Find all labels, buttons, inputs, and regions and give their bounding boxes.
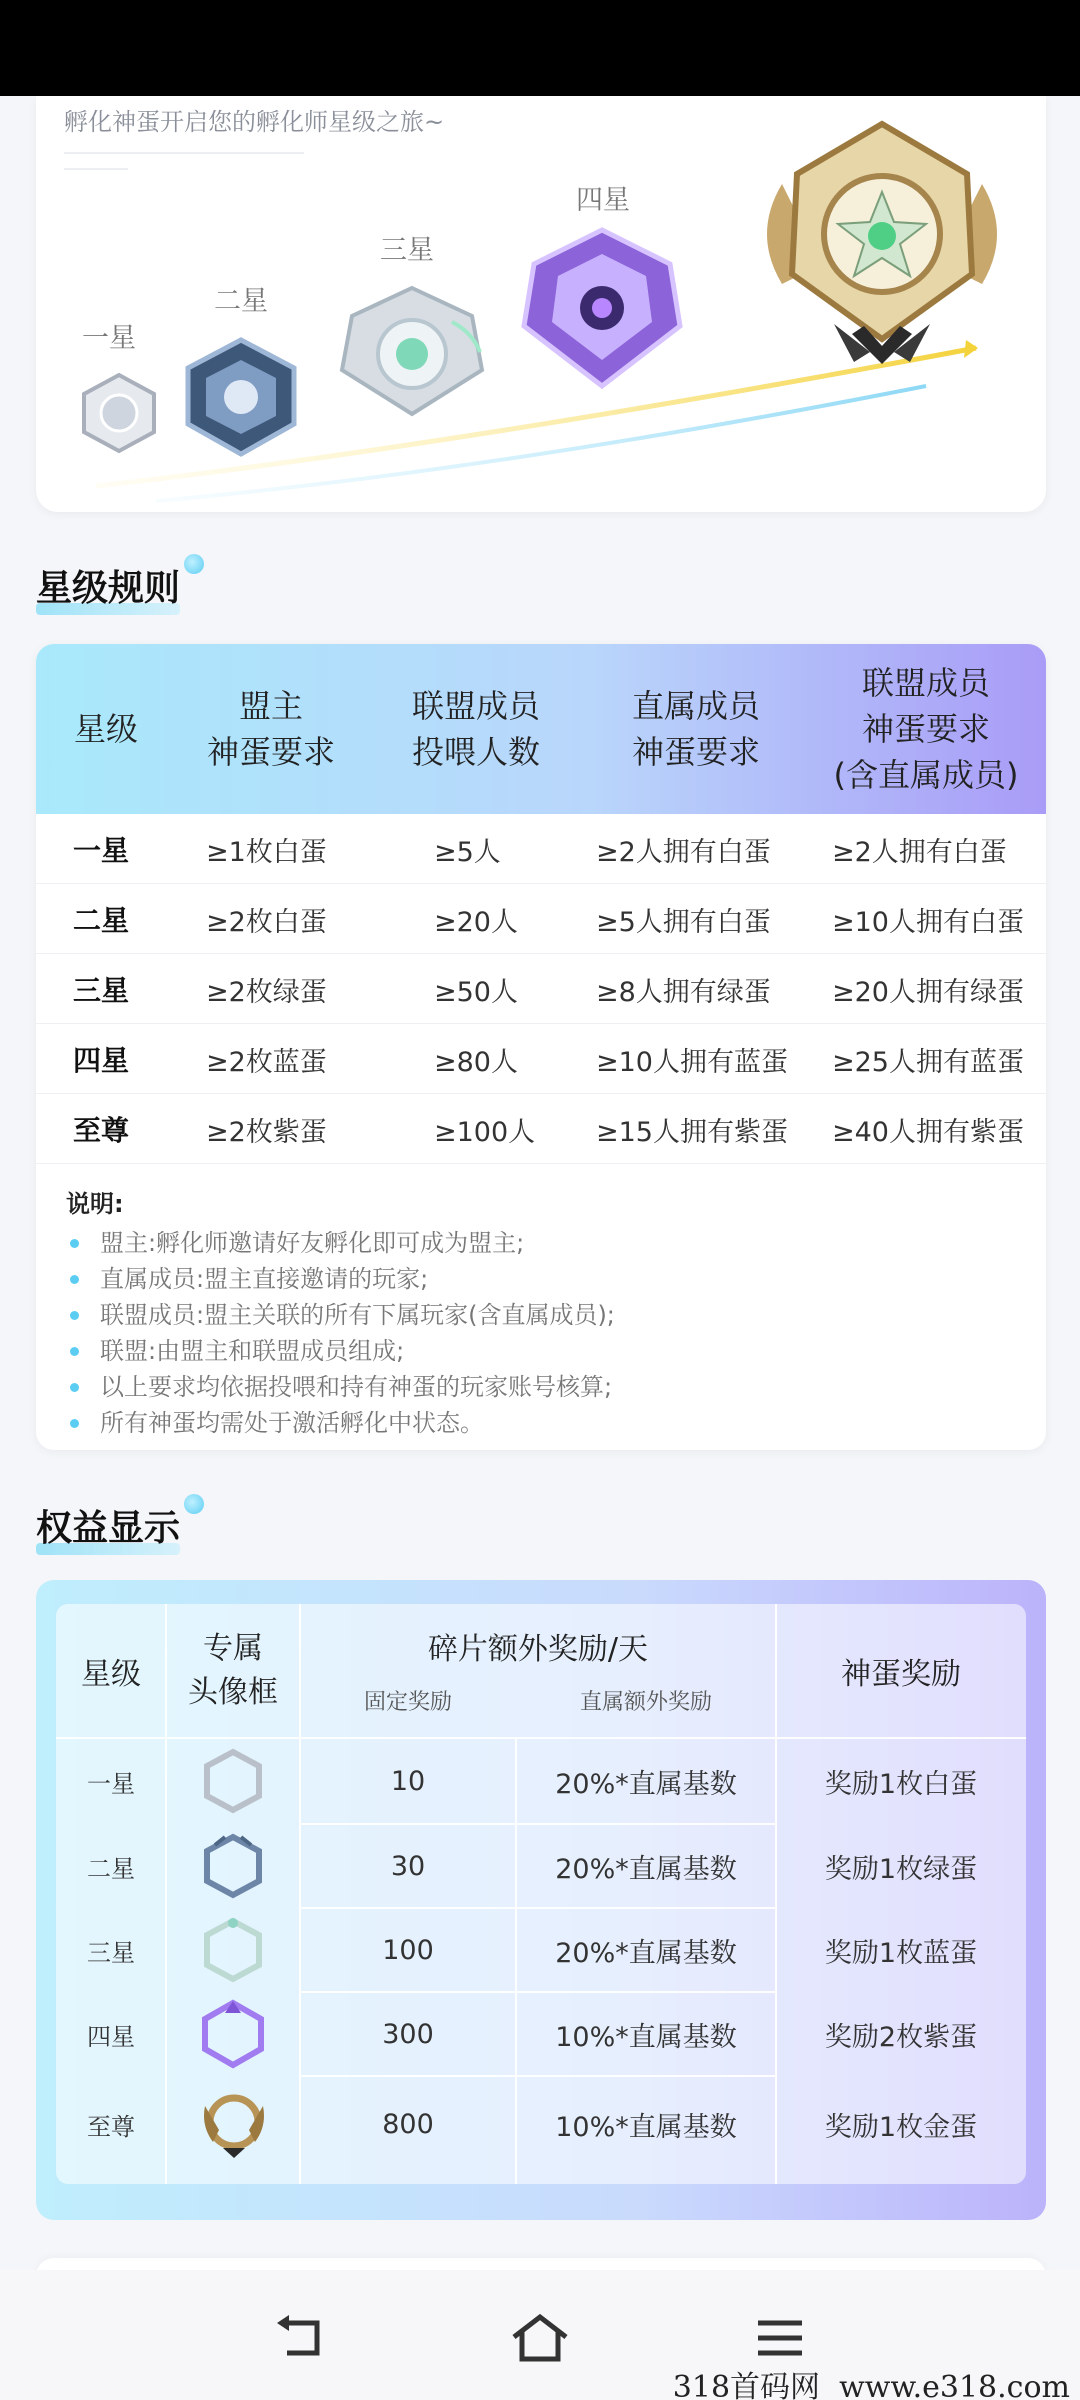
- benefits-header-extra: 直属额外奖励: [579, 1689, 712, 1715]
- title-dot-icon: [184, 554, 204, 574]
- row-direct: ≥15人拥有紫蛋: [596, 1116, 788, 1148]
- header-alliance-requirement: 联盟成员 神蛋要求 (含直属成员): [833, 664, 1019, 794]
- benefits-header-shards: 碎片额外奖励/天: [427, 1632, 649, 1667]
- note-text: 联盟成员:盟主关联的所有下属玩家(含直属成员);: [100, 1301, 615, 1329]
- row-leader: ≥2枚紫蛋: [206, 1116, 327, 1148]
- level-label-4: 四星: [576, 185, 630, 216]
- two-star-avatar-frame-icon: [201, 1833, 265, 1899]
- notes-title: 说明:: [66, 1190, 124, 1218]
- bullet-icon: [70, 1275, 79, 1284]
- note-item: [66, 1225, 1026, 1261]
- table-row: [36, 954, 1046, 1024]
- rules-table-header: [36, 644, 1046, 814]
- benefit-level: 一星: [87, 1769, 135, 1798]
- bullet-icon: [70, 1419, 79, 1428]
- benefit-level: 二星: [87, 1854, 135, 1883]
- benefits-header-frame: 专属 头像框: [188, 1631, 278, 1710]
- two-star-badge-icon: [176, 336, 306, 460]
- rules-section-title: [36, 560, 180, 611]
- bullet-icon: [70, 1311, 79, 1320]
- row-level: 二星: [72, 904, 129, 937]
- row-level: 三星: [72, 974, 129, 1007]
- note-item: [66, 1297, 1026, 1333]
- benefit-extra: 10%*直属基数: [555, 2111, 737, 2143]
- note-item: [66, 1405, 1026, 1441]
- hero-card: [36, 96, 1046, 512]
- header-level: 星级: [73, 710, 138, 748]
- table-row: [36, 814, 1046, 884]
- note-item: [66, 1261, 1026, 1297]
- table-row: [36, 1024, 1046, 1094]
- row-feeders: ≥100人: [434, 1116, 536, 1148]
- row-alliance: ≥2人拥有白蛋: [832, 836, 1007, 868]
- benefit-fixed: 10: [390, 1765, 426, 1797]
- four-star-avatar-frame-icon: [199, 1999, 267, 2069]
- benefit-fixed: 100: [382, 1934, 434, 1966]
- row-feeders: ≥20人: [434, 906, 518, 938]
- menu-button[interactable]: [745, 2308, 815, 2368]
- benefit-fixed: 800: [382, 2108, 434, 2140]
- note-text: 以上要求均依据投喂和持有神蛋的玩家账号核算;: [100, 1373, 613, 1401]
- supreme-avatar-frame-icon: [199, 2086, 269, 2160]
- level-label-3: 三星: [380, 235, 434, 266]
- benefit-fixed: 30: [390, 1850, 426, 1882]
- row-leader: ≥2枚白蛋: [206, 906, 327, 938]
- benefits-table-inner: [56, 1604, 1026, 2184]
- watermark: 318首码网 www.e318.com: [672, 2370, 1070, 2400]
- benefit-egg: 奖励1枚绿蛋: [824, 1853, 978, 1885]
- table-row: [36, 1094, 1046, 1164]
- benefit-extra: 20%*直属基数: [555, 1768, 737, 1800]
- benefit-egg: 奖励1枚金蛋: [824, 2111, 978, 2143]
- header-leader-requirement: 盟主 神蛋要求: [206, 687, 335, 771]
- rules-title-text: 星级规则: [36, 568, 181, 609]
- benefit-level: 四星: [87, 2022, 135, 2051]
- row-feeders: ≥50人: [434, 976, 518, 1008]
- benefit-extra: 10%*直属基数: [555, 2021, 737, 2053]
- benefits-header-level: 星级: [81, 1657, 141, 1692]
- row-level: 至尊: [72, 1114, 129, 1147]
- supreme-badge-icon: [742, 114, 1022, 384]
- note-text: 联盟:由盟主和联盟成员组成;: [100, 1337, 405, 1365]
- home-icon: [510, 2313, 570, 2363]
- row-leader: ≥2枚蓝蛋: [206, 1046, 327, 1078]
- row-leader: ≥2枚绿蛋: [206, 976, 327, 1008]
- menu-icon: [754, 2315, 806, 2361]
- benefit-level: 三星: [87, 1938, 135, 1967]
- note-text: 所有神蛋均需处于激活孵化中状态。: [100, 1409, 484, 1437]
- row-level: 四星: [72, 1044, 129, 1077]
- back-icon: [273, 2315, 329, 2361]
- one-star-badge-icon: [78, 372, 160, 454]
- home-button[interactable]: [505, 2308, 575, 2368]
- bullet-icon: [70, 1239, 79, 1248]
- benefits-section-title: [36, 1500, 180, 1551]
- row-direct: ≥8人拥有绿蛋: [596, 976, 771, 1008]
- row-alliance: ≥20人拥有绿蛋: [832, 976, 1024, 1008]
- benefits-header-fixed: 固定奖励: [363, 1689, 452, 1715]
- benefit-fixed: 300: [382, 2018, 434, 2050]
- benefits-table: [36, 1580, 1046, 2220]
- three-star-badge-icon: [332, 282, 492, 422]
- table-row: [36, 884, 1046, 954]
- hero-subtitle: 孵化神蛋开启您的孵化师星级之旅~: [64, 108, 445, 136]
- three-star-avatar-frame-icon: [201, 1917, 265, 1983]
- row-alliance: ≥40人拥有紫蛋: [832, 1116, 1024, 1148]
- back-button[interactable]: [266, 2308, 336, 2368]
- header-direct-requirement: 直属成员 神蛋要求: [631, 687, 760, 771]
- bullet-icon: [70, 1347, 79, 1356]
- level-label-2: 二星: [214, 286, 268, 317]
- rules-table: [36, 644, 1046, 1450]
- note-text: 盟主:孵化师邀请好友孵化即可成为盟主;: [100, 1229, 525, 1257]
- header-feeder-count: 联盟成员 投喂人数: [411, 687, 540, 771]
- level-label-1: 一星: [82, 323, 136, 354]
- bullet-icon: [70, 1383, 79, 1392]
- row-leader: ≥1枚白蛋: [206, 836, 327, 868]
- benefits-title-text: 权益显示: [36, 1508, 181, 1549]
- benefit-egg: 奖励2枚紫蛋: [824, 2021, 978, 2053]
- row-direct: ≥2人拥有白蛋: [596, 836, 771, 868]
- row-alliance: ≥10人拥有白蛋: [832, 906, 1024, 938]
- row-feeders: ≥80人: [434, 1046, 518, 1078]
- row-feeders: ≥5人: [434, 836, 501, 868]
- row-direct: ≥10人拥有蓝蛋: [596, 1046, 788, 1078]
- benefit-extra: 20%*直属基数: [555, 1853, 737, 1885]
- benefits-header-egg: 神蛋奖励: [841, 1657, 961, 1692]
- benefit-extra: 20%*直属基数: [555, 1937, 737, 1969]
- benefit-egg: 奖励1枚蓝蛋: [824, 1937, 978, 1969]
- status-bar: [0, 0, 1080, 96]
- row-level: 一星: [72, 834, 129, 867]
- note-item: [66, 1333, 1026, 1369]
- row-alliance: ≥25人拥有蓝蛋: [832, 1046, 1024, 1078]
- row-direct: ≥5人拥有白蛋: [596, 906, 771, 938]
- note-text: 直属成员:盟主直接邀请的玩家;: [100, 1265, 429, 1293]
- four-star-badge-icon: [514, 224, 690, 394]
- title-dot-icon: [184, 1494, 204, 1514]
- rules-notes: [66, 1184, 1026, 1441]
- note-item: [66, 1369, 1026, 1405]
- benefit-level: 至尊: [87, 2112, 135, 2141]
- one-star-avatar-frame-icon: [201, 1748, 265, 1814]
- benefit-egg: 奖励1枚白蛋: [824, 1768, 978, 1800]
